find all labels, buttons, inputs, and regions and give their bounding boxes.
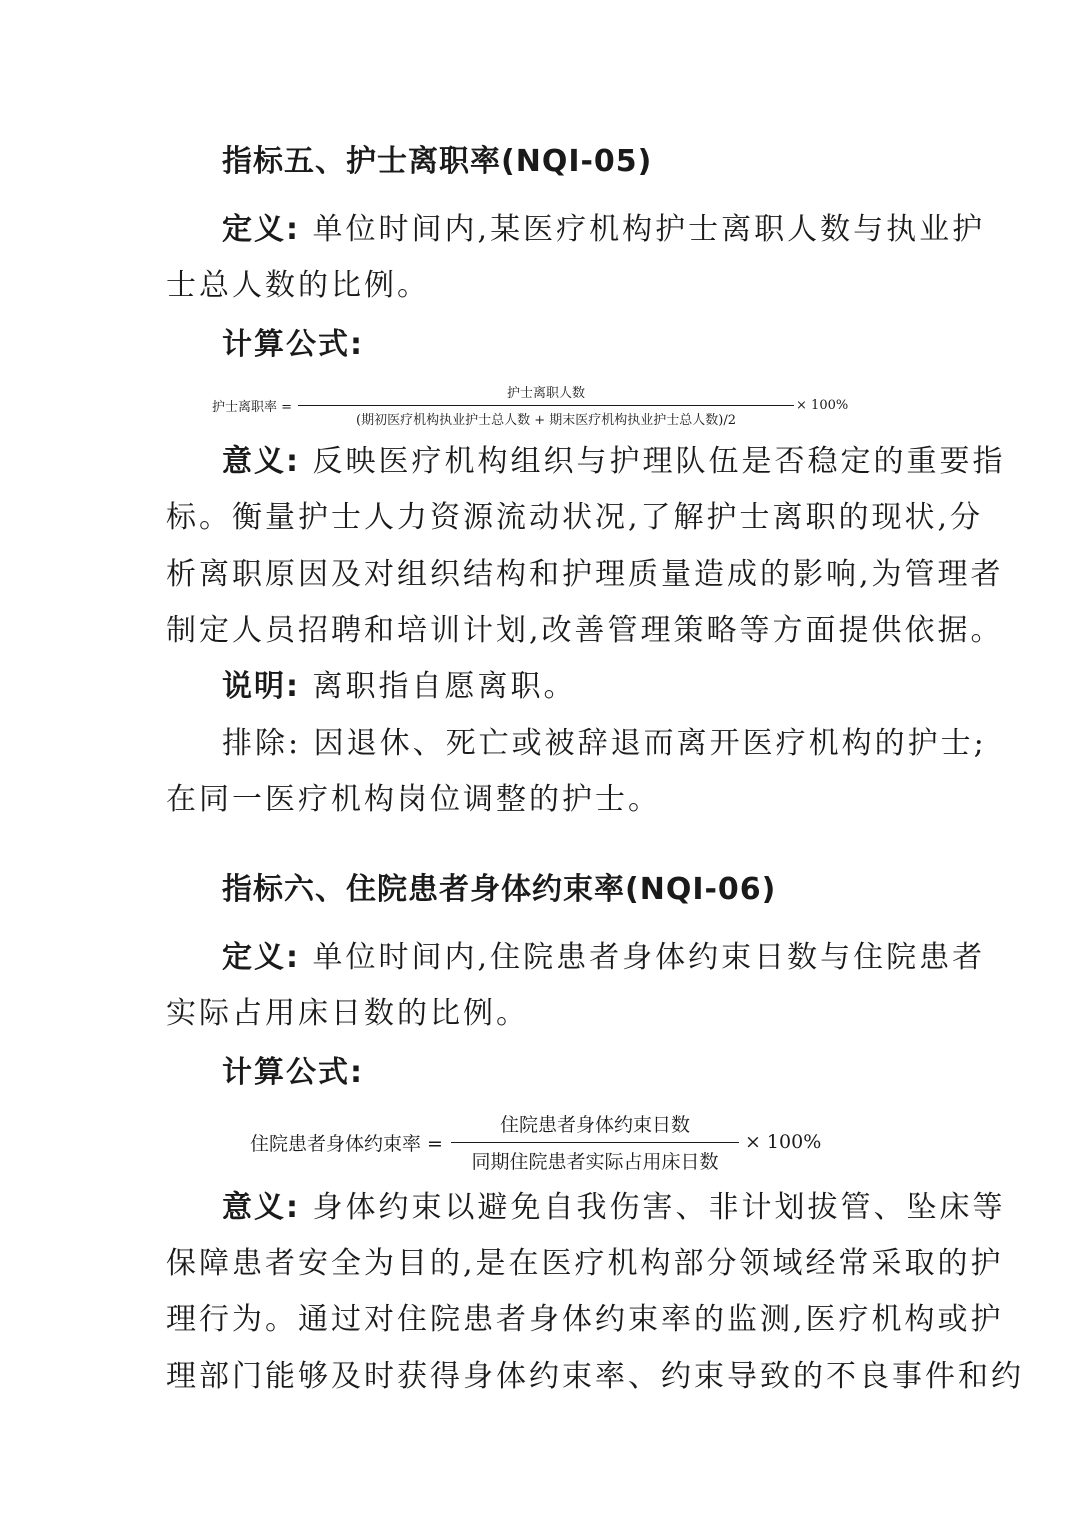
section6-meaning-line3: 理行为。通过对住院患者身体约束率的监测,医疗机构或护 [166,1302,1004,1337]
section6-meaning-line2: 保障患者安全为目的,是在医疗机构部分领域经常采取的护 [166,1246,1004,1281]
meaning-text: 身体约束以避免自我伤害、非计划拔管、坠床等 [300,1190,1006,1225]
section6-formula-label: 计算公式: [222,1055,364,1090]
section5-formula [0,382,1080,428]
section6-title: 指标六、住院患者身体约束率(NQI-06) [222,872,777,907]
section5-formula-label: 计算公式: [222,327,364,362]
section6-definition-line1 [0,938,1080,978]
section5-meaning-line1 [0,442,1080,482]
section5-definition-line1 [0,210,1080,250]
formula-lhs: 住院患者身体约束率 = [250,1132,443,1155]
definition-label: 定义: [222,212,300,247]
section5-meaning-line3: 析离职原因及对组织结构和护理质量造成的影响,为管理者 [166,557,1004,592]
section6-definition-line2: 实际占用床日数的比例。 [166,996,529,1031]
formula-multiplier: × 100% [744,1131,822,1153]
note-label: 说明: [222,669,300,704]
definition-label: 定义: [222,940,300,975]
section5-definition-line2: 士总人数的比例。 [166,268,430,303]
section6-formula [0,1110,1080,1174]
formula-numerator: 住院患者身体约束日数 [499,1114,690,1136]
fraction-bar [298,405,794,406]
formula-multiplier: × 100% [796,397,849,413]
formula-denominator: (期初医疗机构执业护士总人数 + 期末医疗机构执业护士总人数)/2 [356,413,736,428]
section5-exclusion-line2: 在同一医疗机构岗位调整的护士。 [166,782,661,817]
formula-fraction [451,1110,739,1174]
meaning-label: 意义: [222,1190,300,1225]
formula-denominator: 同期住院患者实际占用床日数 [471,1151,719,1173]
meaning-label: 意义: [222,444,300,479]
section5-note [0,667,1080,707]
section5-exclusion-line1 [0,724,1080,764]
definition-text: 单位时间内,住院患者身体约束日数与住院患者 [300,940,986,975]
fraction-bar [451,1142,739,1143]
formula-fraction [298,382,794,428]
definition-text: 单位时间内,某医疗机构护士离职人数与执业护 [300,212,986,247]
meaning-text: 反映医疗机构组织与护理队伍是否稳定的重要指 [300,444,1006,479]
section5-title: 指标五、护士离职率(NQI-05) [222,144,653,179]
formula-lhs: 护士离职率 = [212,399,293,415]
exclusion-text: 因退休、死亡或被辞退而离开医疗机构的护士; [301,726,987,761]
formula-numerator: 护士离职人数 [507,386,586,401]
section5-meaning-line2: 标。衡量护士人力资源流动状况,了解护士离职的现状,分 [166,500,984,535]
section6-meaning-line1 [0,1188,1080,1228]
exclusion-label: 排除: [222,726,302,761]
section5-meaning-line4: 制定人员招聘和培训计划,改善管理策略等方面提供依据。 [166,613,1004,648]
note-text: 离职指自愿离职。 [300,669,577,704]
section6-meaning-line4: 理部门能够及时获得身体约束率、约束导致的不良事件和约 [166,1359,1024,1394]
